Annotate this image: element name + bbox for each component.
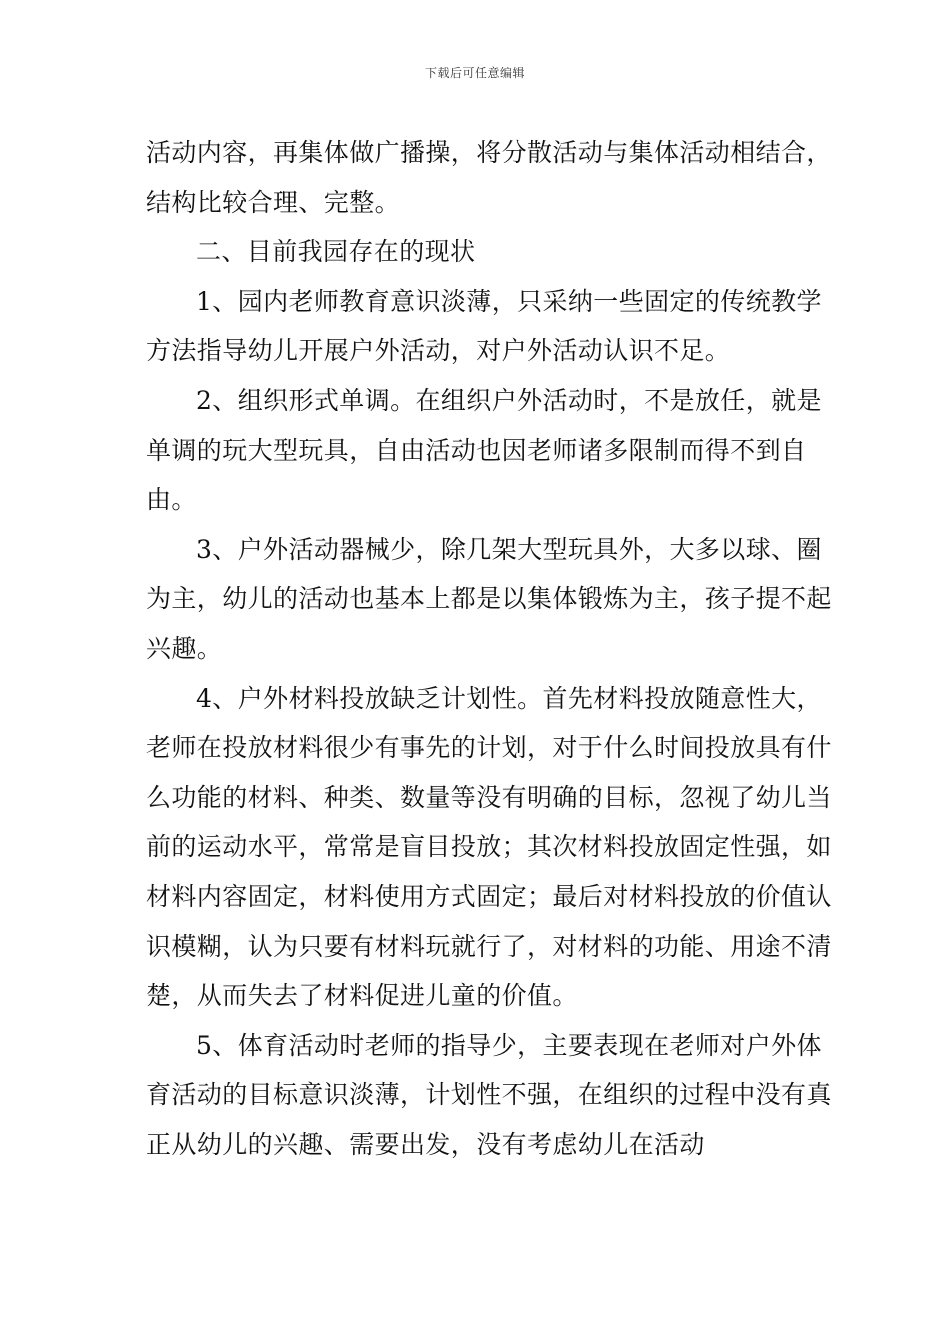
page-header-note: 下载后可任意编辑 bbox=[424, 66, 525, 80]
paragraph-item-1: 1、园内老师教育意识淡薄，只采纳一些固定的传统教学方法指导幼儿开展户外活动，对户外活动认识不足。 bbox=[146, 286, 822, 366]
paragraph-item-5: 5、体育活动时老师的指导少，主要表现在老师对户外体育活动的目标意识淡薄，计划性不强，在组织的过程中没有真正从幼儿的兴趣、需要出发，没有考虑幼儿在活动 bbox=[146, 1030, 832, 1159]
document-body bbox=[146, 128, 836, 1169]
section-heading: 二、目前我园存在的现状 bbox=[196, 237, 476, 267]
paragraph-item-2: 2、组织形式单调。在组织户外活动时，不是放任，就是单调的玩大型玩具，自由活动也因老师诸多限制而得不到自由。 bbox=[146, 385, 822, 515]
paragraph-item-4: 4、户外材料投放缺乏计划性。首先材料投放随意性大，老师在投放材料很少有事先的计划，对于什么时间投放具有什么功能的材料、种类、数量等没有明确的目标，忽视了幼儿当前的运动水平，常常是盲目投放；其次材料投放固定性强，如材料内容固定，材料使用方式固定；最后对材料投放的价值认识模糊，认为只要有材料玩就行了，对材料的功能、用途不清楚，从而失去了材料促进儿童的价值。 bbox=[146, 683, 832, 1011]
paragraph-item-3: 3、户外活动器械少，除几架大型玩具外，大多以球、圈为主，幼儿的活动也基本上都是以集体锻炼为主，孩子提不起兴趣。 bbox=[146, 534, 832, 663]
paragraph-1: 活动内容，再集体做广播操，将分散活动与集体活动相结合，结构比较合理、完整。 bbox=[146, 138, 832, 217]
